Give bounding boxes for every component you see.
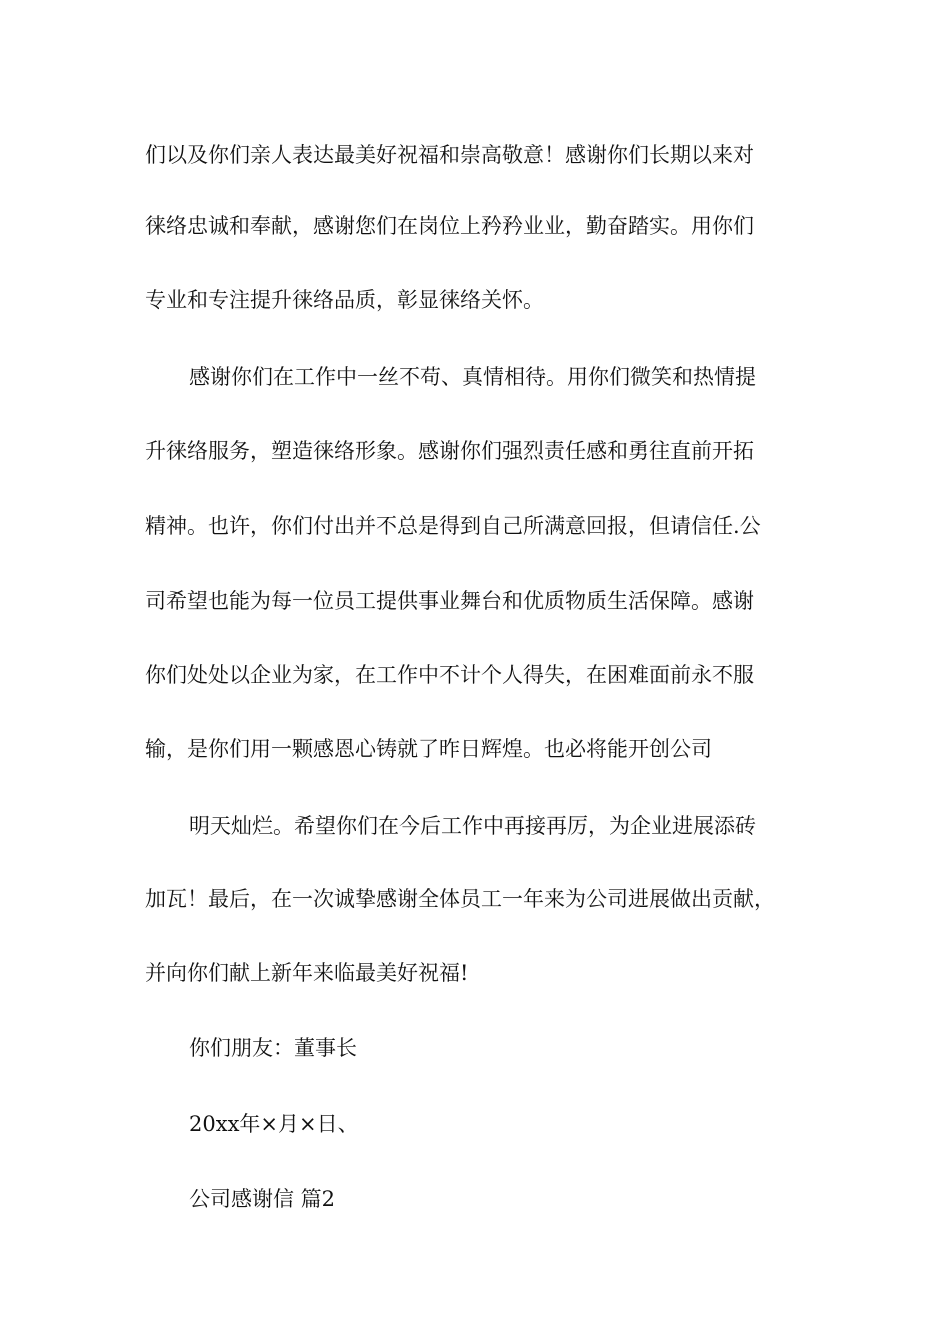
signature-line: 你们朋友：董事长	[189, 1036, 357, 1060]
body-line-9: 输，是你们用一颗感恩心铸就了昨日辉煌。也必将能开创公司	[145, 737, 712, 761]
body-line-7: 司希望也能为每一位员工提供事业舞台和优质物质生活保障。感谢	[145, 589, 754, 613]
body-line-12: 并向你们献上新年来临最美好祝福!	[145, 961, 469, 985]
body-line-11: 加瓦！最后，在一次诚挚感谢全体员工一年来为公司进展做出贡献，	[145, 887, 775, 911]
body-line-8: 你们处处以企业为家，在工作中不计个人得失，在困难面前永不服	[145, 663, 754, 687]
body-line-3: 专业和专注提升徕络品质，彰显徕络关怀。	[145, 288, 544, 312]
body-line-10: 明天灿烂。希望你们在今后工作中再接再厉，为企业进展添砖	[189, 814, 756, 838]
section-heading: 公司感谢信 篇2	[189, 1187, 336, 1211]
body-line-4: 感谢你们在工作中一丝不苟、真情相待。用你们微笑和热情提	[189, 365, 756, 389]
body-line-2: 徕络忠诚和奉献，感谢您们在岗位上矜矜业业，勤奋踏实。用你们	[145, 214, 754, 238]
body-line-6: 精神。也许，你们付出并不总是得到自己所满意回报，但请信任.公	[145, 514, 761, 538]
date-line: 20xx年×月×日、	[189, 1112, 359, 1136]
body-line-5: 升徕络服务，塑造徕络形象。感谢你们强烈责任感和勇往直前开拓	[145, 439, 754, 463]
body-line-1: 们以及你们亲人表达最美好祝福和崇高敬意！感谢你们长期以来对	[145, 143, 754, 167]
